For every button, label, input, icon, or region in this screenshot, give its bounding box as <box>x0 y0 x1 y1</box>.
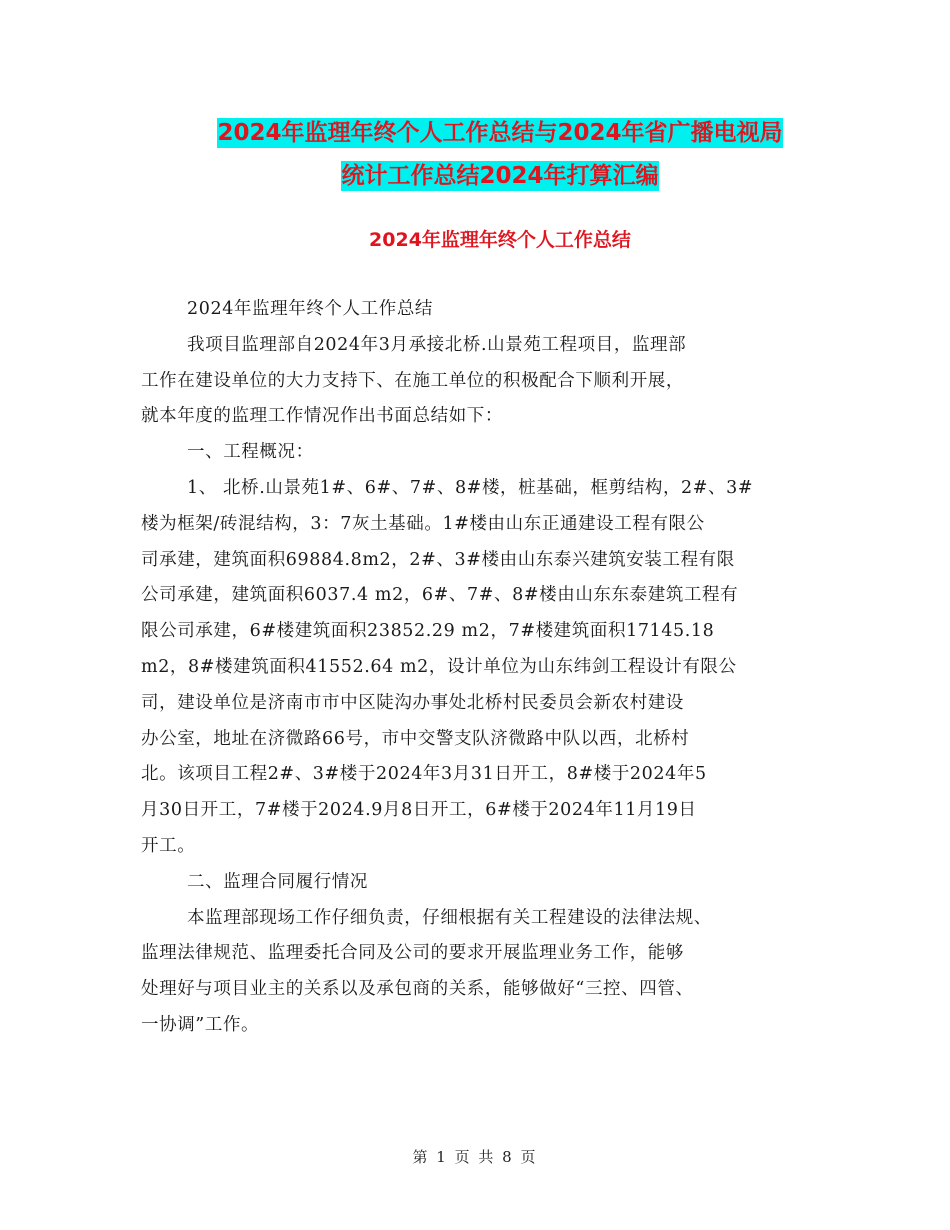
text-line: 公司承建，建筑面积6037.4 m2，6#、7#、8#楼由山东东泰建筑工程有 <box>141 585 739 606</box>
page-footer: 第 1 页 共 8 页 <box>412 1148 538 1166</box>
text-line: 工作在建设单位的大力支持下、在施工单位的积极配合下顺利开展， <box>141 370 684 391</box>
title-highlight-1: 2024年监理年终个人工作总结与2024年省广播电视局 <box>217 120 783 146</box>
text-line: 开工。 <box>141 835 196 856</box>
paragraph <box>141 435 813 471</box>
text-line: 一协调”工作。 <box>141 1014 260 1035</box>
text-line: 司，建设单位是济南市市中区陡沟办事处北桥村民委员会新农村建设 <box>141 692 684 713</box>
paragraph <box>141 471 813 865</box>
text-line: 处理好与项目业主的关系以及承包商的关系，能够做好“三控、四管、 <box>141 979 694 1000</box>
text-line: 本监理部现场工作仔细负责，仔细根据有关工程建设的法律法规、 <box>187 907 712 928</box>
text-line: 楼为框架/砖混结构，3：7灰土基础。1#楼由山东正通建设工程有限公 <box>141 513 705 534</box>
text-line: 我项目监理部自2024年3月承接北桥.山景苑工程项目，监理部 <box>187 334 687 355</box>
text-line: 月30日开工，7#楼于2024.9月8日开工，6#楼于2024年11月19日 <box>141 800 697 821</box>
title-highlight-2: 统计工作总结2024年打算汇编 <box>341 163 659 189</box>
document-body <box>141 292 813 1044</box>
paragraph <box>141 328 813 435</box>
text-line: 司承建，建筑面积69884.8m2，2#、3#楼由山东泰兴建筑安装工程有限 <box>141 549 735 570</box>
document-title-line-1 <box>140 114 860 147</box>
text-line: 办公室，地址在济微路66号，市中交警支队济微路中队以西，北桥村 <box>141 728 690 749</box>
text-line: 北。该项目工程2#、3#楼于2024年3月31日开工，8#楼于2024年5 <box>141 764 707 785</box>
text-line: 限公司承建，6#楼建筑面积23852.29 m2，7#楼建筑面积17145.18 <box>141 621 715 642</box>
text-line: 一、工程概况： <box>187 442 314 463</box>
section-heading: 2024年监理年终个人工作总结 <box>369 229 631 251</box>
paragraph <box>141 865 813 901</box>
text-line: 就本年度的监理工作情况作出书面总结如下： <box>141 406 503 427</box>
paragraph <box>141 901 813 1044</box>
text-line: 监理法律规范、监理委托合同及公司的要求开展监理业务工作，能够 <box>141 943 684 964</box>
text-line: m2，8#楼建筑面积41552.64 m2，设计单位为山东纬剑工程设计有限公 <box>141 656 737 677</box>
document-title-line-2 <box>140 157 860 190</box>
paragraph <box>141 292 813 328</box>
text-line: 二、监理合同履行情况 <box>187 871 368 892</box>
text-line: 2024年监理年终个人工作总结 <box>187 299 434 319</box>
text-line: 1、 北桥.山景苑1#、6#、7#、8#楼，桩基础，框剪结构，2#、3# <box>187 477 754 498</box>
